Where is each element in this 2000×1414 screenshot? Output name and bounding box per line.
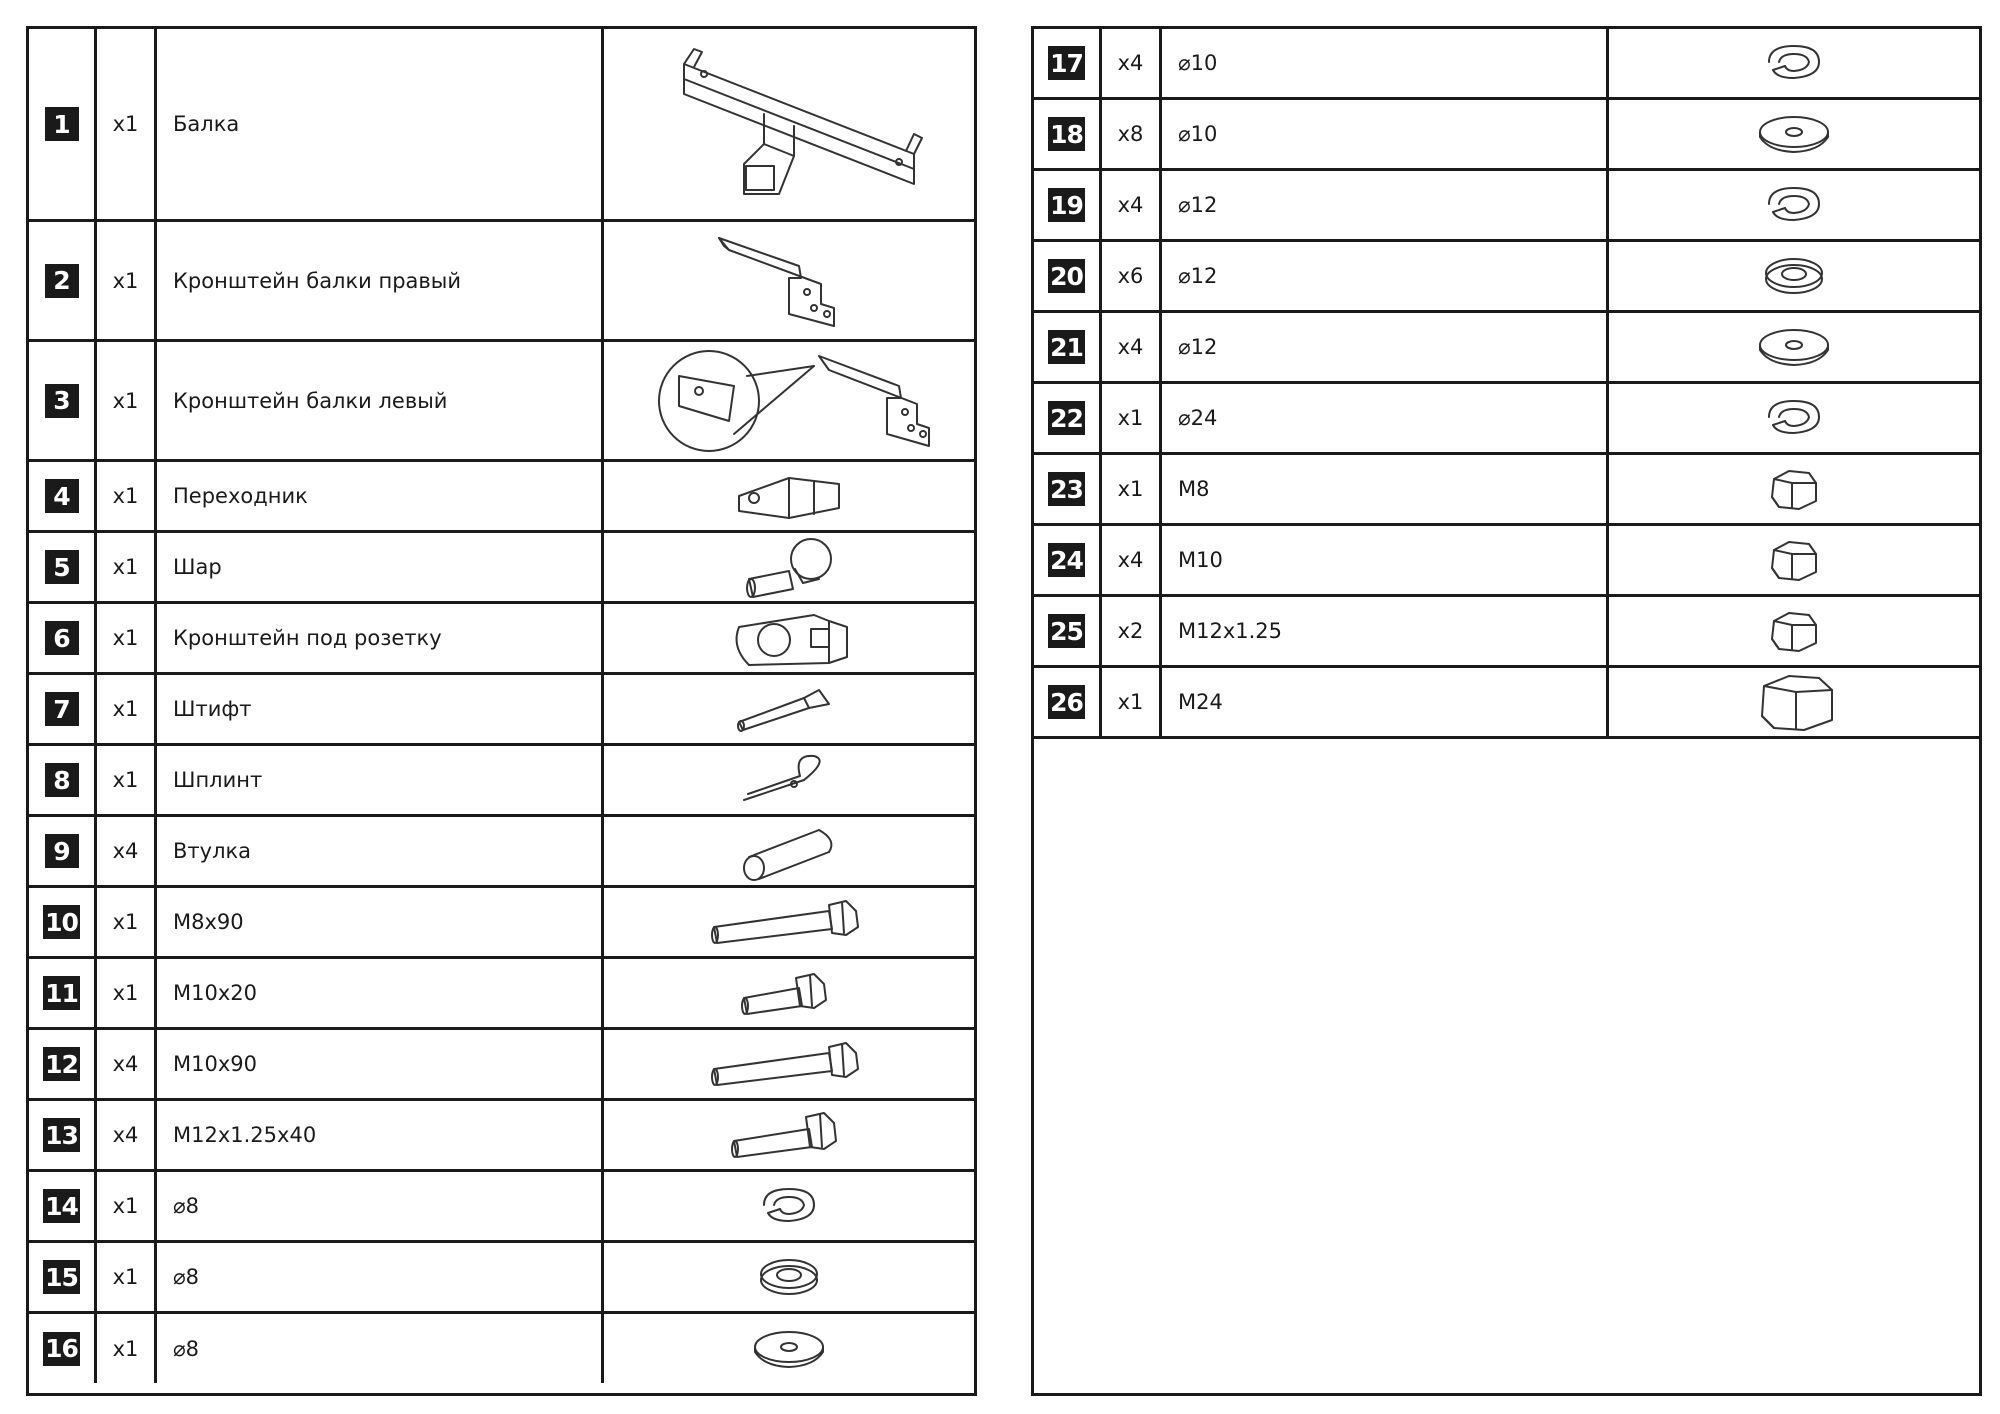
part-illustration-cell — [1609, 455, 1979, 523]
part-number-cell — [29, 342, 97, 459]
bracket-right-icon — [689, 226, 889, 336]
part-number-cell — [1034, 313, 1102, 381]
wide-washer-icon — [1749, 111, 1839, 157]
part-quantity: x1 — [97, 533, 157, 601]
part-number-cell — [29, 604, 97, 672]
part-illustration-cell — [604, 1101, 974, 1169]
part-quantity: x6 — [1102, 242, 1162, 310]
part-number-badge: 14 — [43, 1189, 80, 1223]
part-illustration-cell — [604, 1172, 974, 1240]
part-number-cell — [1034, 171, 1102, 239]
parts-table-row — [1034, 29, 1979, 100]
part-name: Втулка — [157, 817, 604, 885]
part-name: M10x90 — [157, 1030, 604, 1098]
parts-table-row — [29, 342, 974, 462]
part-number-cell — [29, 462, 97, 530]
part-number-badge: 16 — [43, 1332, 80, 1366]
part-illustration-cell — [1609, 384, 1979, 452]
part-quantity: x4 — [97, 1030, 157, 1098]
part-illustration-cell — [1609, 597, 1979, 665]
part-illustration-cell — [604, 1030, 974, 1098]
parts-table-row — [29, 1101, 974, 1172]
part-quantity: x1 — [97, 1172, 157, 1240]
wide-washer-icon — [744, 1326, 834, 1372]
part-quantity: x1 — [97, 222, 157, 339]
part-number-badge: 25 — [1048, 614, 1085, 648]
part-illustration-cell — [604, 959, 974, 1027]
part-name: Балка — [157, 29, 604, 219]
spring-washer-icon — [1749, 182, 1839, 228]
part-quantity: x1 — [97, 959, 157, 1027]
part-name: Кронштейн балки левый — [157, 342, 604, 459]
parts-table-row — [29, 817, 974, 888]
part-number-badge: 2 — [45, 264, 79, 298]
part-illustration-cell — [604, 1314, 974, 1383]
part-name: ⌀12 — [1162, 171, 1609, 239]
parts-table-row — [29, 888, 974, 959]
parts-table-row — [1034, 597, 1979, 668]
bracket-left-icon — [639, 346, 939, 456]
part-number-cell — [29, 1030, 97, 1098]
part-illustration-cell — [1609, 171, 1979, 239]
part-quantity: x1 — [97, 29, 157, 219]
part-number-badge: 3 — [45, 384, 79, 418]
part-quantity: x1 — [1102, 668, 1162, 736]
part-illustration-cell — [1609, 242, 1979, 310]
tow-ball-icon — [729, 535, 849, 599]
parts-table-row — [1034, 100, 1979, 171]
part-quantity: x4 — [97, 817, 157, 885]
part-name: Кронштейн балки правый — [157, 222, 604, 339]
parts-table-row — [29, 959, 974, 1030]
part-quantity: x1 — [97, 1243, 157, 1311]
part-number-badge: 12 — [43, 1047, 80, 1081]
part-name: ⌀10 — [1162, 29, 1609, 97]
part-illustration-cell — [604, 746, 974, 814]
part-number-cell — [29, 29, 97, 219]
part-illustration-cell — [604, 888, 974, 956]
parts-table-row — [29, 1243, 974, 1314]
parts-table-row — [1034, 668, 1979, 739]
part-quantity: x2 — [1102, 597, 1162, 665]
part-number-badge: 26 — [1048, 685, 1085, 719]
part-illustration-cell — [604, 817, 974, 885]
hex-nut-large-icon — [1744, 670, 1844, 734]
part-quantity: x1 — [97, 462, 157, 530]
part-number-badge: 7 — [45, 692, 79, 726]
parts-table-row — [29, 29, 974, 222]
part-illustration-cell — [1609, 313, 1979, 381]
bushing-icon — [729, 820, 849, 882]
part-name: M10 — [1162, 526, 1609, 594]
part-illustration-cell — [604, 342, 974, 459]
bolt-short-icon — [734, 968, 844, 1018]
parts-table-row — [29, 1172, 974, 1243]
part-name: Переходник — [157, 462, 604, 530]
part-number-badge: 18 — [1048, 117, 1085, 151]
part-number-cell — [29, 746, 97, 814]
parts-table-right — [1031, 26, 1982, 1396]
part-number-cell — [29, 675, 97, 743]
part-number-badge: 1 — [45, 107, 79, 141]
part-number-cell — [29, 533, 97, 601]
part-name: M10x20 — [157, 959, 604, 1027]
parts-table-row — [1034, 455, 1979, 526]
part-number-cell — [29, 817, 97, 885]
part-quantity: x1 — [97, 675, 157, 743]
part-quantity: x4 — [97, 1101, 157, 1169]
part-number-badge: 19 — [1048, 188, 1085, 222]
parts-table-row — [1034, 384, 1979, 455]
socket-bracket-icon — [719, 607, 859, 669]
bolt-long-icon — [704, 897, 874, 947]
part-number-cell — [1034, 384, 1102, 452]
part-number-badge: 10 — [43, 905, 80, 939]
part-name: M12x1.25 — [1162, 597, 1609, 665]
part-number-cell — [1034, 455, 1102, 523]
part-number-badge: 15 — [43, 1260, 80, 1294]
part-quantity: x1 — [1102, 455, 1162, 523]
cotter-pin-icon — [734, 750, 844, 810]
part-quantity: x4 — [1102, 313, 1162, 381]
adapter-icon — [719, 466, 859, 526]
part-illustration-cell — [604, 604, 974, 672]
bolt-long-icon — [704, 1039, 874, 1089]
part-name: M8 — [1162, 455, 1609, 523]
spring-washer-icon — [744, 1183, 834, 1229]
part-quantity: x1 — [1102, 384, 1162, 452]
part-illustration-cell — [1609, 100, 1979, 168]
part-number-badge: 13 — [43, 1118, 80, 1152]
part-number-badge: 6 — [45, 621, 79, 655]
part-number-badge: 24 — [1048, 543, 1085, 577]
parts-table-row — [29, 222, 974, 342]
part-illustration-cell — [604, 675, 974, 743]
part-name: ⌀8 — [157, 1314, 604, 1383]
part-number-badge: 23 — [1048, 472, 1085, 506]
part-name: ⌀8 — [157, 1172, 604, 1240]
part-number-cell — [29, 222, 97, 339]
parts-table-row — [1034, 242, 1979, 313]
part-number-cell — [29, 888, 97, 956]
part-illustration-cell — [604, 1243, 974, 1311]
parts-table-row — [1034, 313, 1979, 384]
part-quantity: x1 — [97, 1314, 157, 1383]
parts-table-row — [29, 462, 974, 533]
wide-washer-icon — [1749, 324, 1839, 370]
parts-table-left — [26, 26, 977, 1396]
bolt-medium-icon — [724, 1109, 854, 1161]
parts-table-row — [29, 1030, 974, 1101]
part-quantity: x4 — [1102, 526, 1162, 594]
hex-nut-icon — [1754, 607, 1834, 655]
flat-washer-icon — [1749, 253, 1839, 299]
hex-nut-icon — [1754, 465, 1834, 513]
part-quantity: x1 — [97, 342, 157, 459]
part-name: Шплинт — [157, 746, 604, 814]
part-number-cell — [1034, 597, 1102, 665]
parts-table-row — [1034, 526, 1979, 597]
part-quantity: x4 — [1102, 29, 1162, 97]
part-name: M12x1.25x40 — [157, 1101, 604, 1169]
part-number-cell — [29, 1172, 97, 1240]
part-name: ⌀10 — [1162, 100, 1609, 168]
part-name: ⌀12 — [1162, 313, 1609, 381]
part-illustration-cell — [1609, 668, 1979, 736]
parts-table-row — [29, 675, 974, 746]
spring-washer-icon — [1749, 395, 1839, 441]
part-quantity: x1 — [97, 746, 157, 814]
part-number-badge: 5 — [45, 550, 79, 584]
part-number-badge: 8 — [45, 763, 79, 797]
part-number-badge: 17 — [1048, 46, 1085, 80]
part-illustration-cell — [604, 462, 974, 530]
part-illustration-cell — [604, 222, 974, 339]
part-number-badge: 9 — [45, 834, 79, 868]
part-quantity: x4 — [1102, 171, 1162, 239]
part-number-cell — [29, 1243, 97, 1311]
part-number-badge: 20 — [1048, 259, 1085, 293]
part-name: ⌀12 — [1162, 242, 1609, 310]
flat-washer-icon — [744, 1254, 834, 1300]
part-number-badge: 21 — [1048, 330, 1085, 364]
part-number-cell — [1034, 29, 1102, 97]
part-number-badge: 4 — [45, 479, 79, 513]
part-name: Шар — [157, 533, 604, 601]
parts-table-row — [29, 604, 974, 675]
part-name: ⌀8 — [157, 1243, 604, 1311]
parts-table-row — [1034, 171, 1979, 242]
part-number-badge: 22 — [1048, 401, 1085, 435]
part-name: M8x90 — [157, 888, 604, 956]
part-name: Кронштейн под розетку — [157, 604, 604, 672]
hex-nut-icon — [1754, 536, 1834, 584]
pin-icon — [729, 684, 849, 734]
parts-table-row — [29, 1314, 974, 1383]
part-illustration-cell — [1609, 526, 1979, 594]
part-number-cell — [29, 1101, 97, 1169]
spring-washer-icon — [1749, 40, 1839, 86]
part-number-cell — [29, 1314, 97, 1383]
part-quantity: x1 — [97, 888, 157, 956]
part-illustration-cell — [604, 533, 974, 601]
part-number-badge: 11 — [43, 976, 80, 1010]
part-name: Штифт — [157, 675, 604, 743]
part-illustration-cell — [604, 29, 974, 219]
parts-table-row — [29, 746, 974, 817]
part-name: M24 — [1162, 668, 1609, 736]
part-number-cell — [1034, 668, 1102, 736]
tow-bar-beam-icon — [644, 34, 934, 214]
parts-table-row — [29, 533, 974, 604]
part-number-cell — [1034, 526, 1102, 594]
part-number-cell — [1034, 242, 1102, 310]
part-number-cell — [29, 959, 97, 1027]
part-illustration-cell — [1609, 29, 1979, 97]
part-quantity: x1 — [97, 604, 157, 672]
part-name: ⌀24 — [1162, 384, 1609, 452]
part-number-cell — [1034, 100, 1102, 168]
part-quantity: x8 — [1102, 100, 1162, 168]
